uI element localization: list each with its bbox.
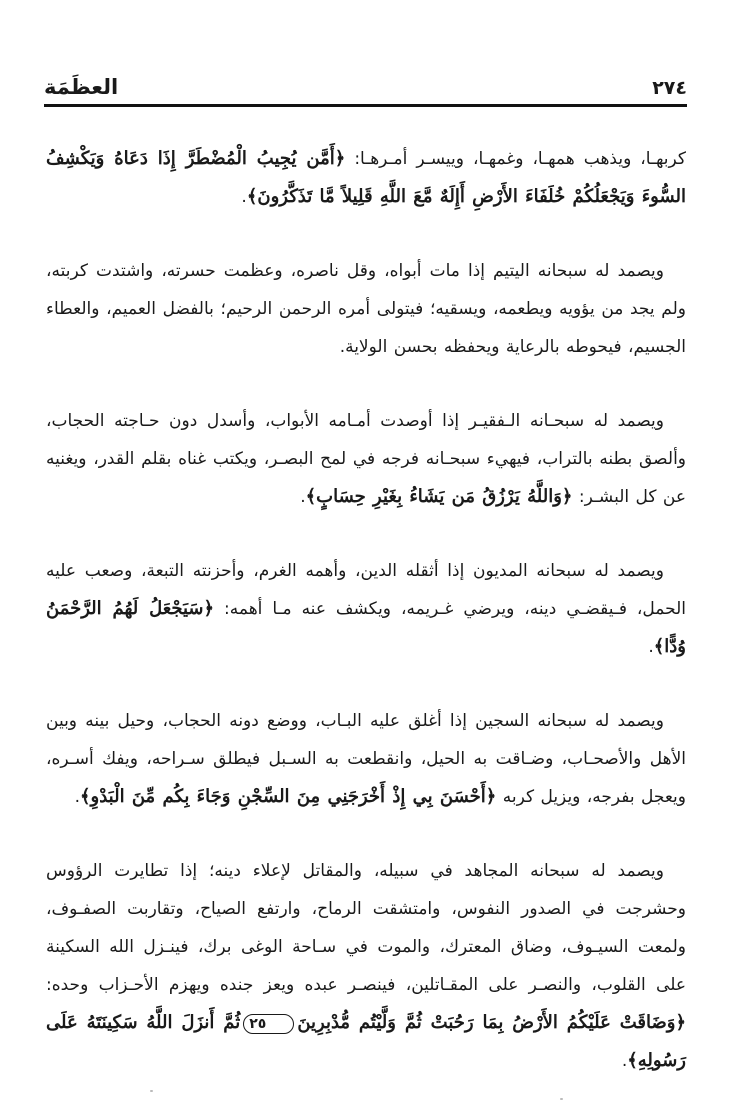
text-run: ويصمد له سبحانه المجاهد في سبيله، والمقاتل لإعلاء دينه؛ إذا تطايرت الرؤوس وحشرجت في الصدور النفوس، وامتشقت الرماح، وارتفع الصياح، وتقاربت الصفـوف، ولمعت السيـوف، وضاق المعترك، والموت في سـاحة الوغى برك، فينـزل الله السكينة على القلوب، والنصـر على المقـاتلين، فينصـر عبده ويعز جنده ويهزم الأحـزاب وحده:: [46, 861, 686, 995]
text-run: .: [300, 487, 306, 507]
page-header: [44, 68, 687, 102]
paragraph: [46, 402, 686, 516]
body-text: [46, 140, 686, 1116]
quran-verse: ثُمَّ أَنزَلَ اللَّهُ سَكِينَتَهُ عَلَى رَسُولِهِ﴾: [46, 1012, 686, 1071]
text-run: كربهـا، ويذهب همهـا، وغمهـا، وييسـر أمـرهـا:: [345, 149, 686, 169]
text-run: .: [74, 787, 80, 807]
page-number: ٢٧٤: [652, 77, 687, 99]
verse-number-marker: ٢٥: [243, 1014, 294, 1034]
header-rule: [44, 104, 687, 107]
text-run: ويصمد له سبحانه السجين إذا أغلق عليه البـاب، ووضع دونه الحجاب، وحيل بينه وبين الأهل والأصحـاب، وضـاقت به الحيل، وانقطعت به السـبل فيطلق سـراحه، ويفك أسـره، ويعجل بفرجه، ويزيل كربه: [46, 711, 686, 807]
text-run: .: [648, 637, 654, 657]
paragraph: [46, 552, 686, 666]
text-run: .: [241, 187, 247, 207]
scan-speck: [150, 1090, 153, 1092]
quran-verse: ﴿أَمَّن يُجِيبُ الْمُضْطَرَّ إِذَا دَعَاهُ وَيَكْشِفُ السُّوءَ وَيَجْعَلُكُمْ خُلَفَاءَ الأَرْضِ أَإِلَهٌ مَّعَ اللَّهِ قَلِيلاً مَّا تَذَكَّرُونَ﴾: [46, 148, 686, 207]
paragraph: [46, 140, 686, 216]
quran-verse: ﴿وَضَاقَتْ عَلَيْكُمُ الأَرْضُ بِمَا رَحُبَتْ ثُمَّ وَلَّيْتُم مُّدْبِرِينَ: [297, 1012, 686, 1033]
paragraph: [46, 702, 686, 816]
text-run: .: [621, 1051, 628, 1071]
quran-verse: ﴿سَيَجْعَلُ لَهُمُ الرَّحْمَنُ وُدًّا﴾: [46, 598, 686, 657]
text-run: ويصمد له سبحانه المديون إذا أثقله الدين، وأهمه الغرم، وأحزنته التبعة، وصعب عليه الحمل، فـيقضـي دينه، ويرضي غـريمه، ويكشف عنه مـا أهمه:: [46, 561, 686, 619]
paragraph: [46, 252, 686, 366]
quran-verse: ﴿وَاللَّهُ يَرْزُقُ مَن يَشَاءُ بِغَيْرِ حِسَابٍ﴾: [305, 486, 573, 507]
text-run: ويصمد له سبحـانه الـفقيـر إذا أوصدت أمـامه الأبواب، وأسدل دون حـاجته الحجاب، وألصق بطنه بالتراب، فيهيء سبحـانه فرجه في لمح البصـر، ويكتب غناه بقلم القدر، ويغنيه عن كل البشـر:: [46, 411, 686, 507]
scan-speck: [560, 1098, 563, 1100]
running-title: العظَمَة: [44, 75, 119, 99]
quran-verse: ﴿أَحْسَنَ بِي إِذْ أَخْرَجَنِي مِنَ السِّجْنِ وَجَاءَ بِكُم مِّنَ الْبَدْوِ﴾: [79, 786, 497, 807]
text-run: ويصمد له سبحانه اليتيم إذا مات أبواه، وقل ناصره، وعظمت حسرته، واشتدت كربته، ولم يجد من يؤويه ويطعمه، ويسقيه؛ فيتولى أمره الرحمن الرحيم؛ بالفضل العميم، والعطاء الجسيم، فيحوطه بالرعاية ويحفظه بحسن الولاية.: [46, 261, 686, 357]
paragraph: [46, 852, 686, 1080]
